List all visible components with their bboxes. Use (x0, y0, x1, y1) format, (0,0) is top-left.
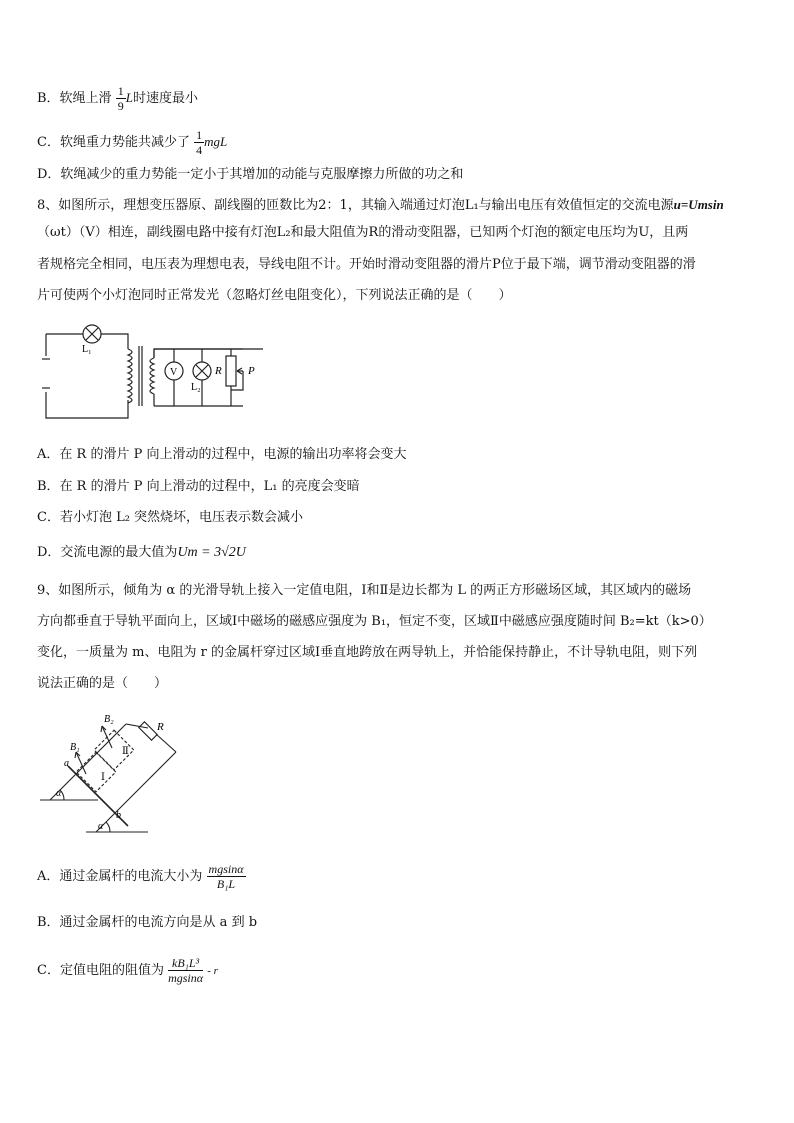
q9-rails-figure (38, 708, 183, 838)
q8-option-c: C．若小灯泡 L₂ 突然烧坏，电压表示数会减小 (37, 510, 304, 525)
q8-option-b: B．在 R 的滑片 P 向上滑动的过程中，L₁ 的亮度会变暗 (37, 479, 360, 494)
q7-option-c-fraction: $\frac{1}{4}$ (196, 128, 203, 157)
q8-stem-line-2: （ωt）（V）相连，副线圈电路中接有灯泡L₂和最大阻值为R的滑动变阻器，已知两个灯泡的额定电压均为U，且两 (37, 225, 689, 240)
q8-option-d-formula: Um = 3√2U (177, 545, 246, 560)
q9-fig-label-alpha-bottom: α (98, 821, 104, 832)
q8-fig-label-v: V (170, 367, 178, 378)
q8-stem-line-4: 片可使两个小灯泡同时正常发光（忽略灯丝电阻变化），下列说法正确的是（ ） (37, 288, 512, 303)
q7-option-d: D．软绳减少的重力势能一定小于其增加的动能与克服摩擦力所做的功之和 (37, 167, 464, 182)
q9-option-b: B．通过金属杆的电流方向是从 a 到 b (37, 915, 258, 930)
q8-fig-label-r: R (215, 365, 222, 377)
q8-option-d: D．交流电源的最大值为Um = 3√2U (37, 545, 246, 560)
q9-fig-label-b2: B₂ (104, 714, 114, 725)
q9-option-a: A．通过金属杆的电流大小为 $\frac{mgsin\alpha}{\text{B₁L}}$ (37, 862, 244, 891)
q9-option-c: C．定值电阻的阻值为 $\frac{\text{kB₁L³}}{mgsin\alpha}$ - r (37, 956, 218, 985)
q9-stem-line-2: 方向都垂直于导轨平面向上，区域Ⅰ中磁场的磁感应强度为 B₁，恒定不变，区域Ⅱ中磁感应强度随时间 B₂=kt（k>0） (37, 614, 712, 629)
q9-fig-label-alpha-top: α (56, 788, 62, 799)
q8-fig-label-l2: L₂ (191, 382, 201, 393)
resistor-r-icon (139, 722, 157, 740)
q8-fig-label-p: P (248, 365, 255, 377)
q8-option-a: A．在 R 的滑片 P 向上滑动的过程中，电源的输出功率将会变大 (37, 447, 407, 462)
rheostat-icon (226, 356, 236, 386)
q8-stem-line-1: 8、如图所示，理想变压器原、副线圈的匝数比为2：1，其输入端通过灯泡L₁与输出电压有效值恒定的交流电源u=Umsin (37, 197, 724, 213)
field-region-i (76, 752, 116, 792)
q8-fig-label-l1: L₁ (82, 344, 92, 355)
q9-option-c-fraction: $\frac{\text{kB₁L³}}{mgsin\alpha}$ (168, 956, 204, 985)
q9-fig-label-r: R (157, 721, 164, 733)
q9-fig-label-i: Ⅰ (101, 772, 105, 783)
q8-source-formula: u=Umsin (673, 197, 724, 212)
q9-fig-label-ii: Ⅱ (122, 746, 129, 757)
q9-option-a-fraction: $\frac{mgsin\alpha}{\text{B₁L}}$ (208, 862, 244, 891)
q9-fig-label-b: b (116, 810, 121, 821)
q8-circuit-figure (38, 322, 263, 427)
q7-option-b-text: B．软绳上滑 (37, 91, 112, 106)
q9-stem-line-3: 变化，一质量为 m、电阻为 r 的金属杆穿过区域Ⅰ垂直地跨放在两导轨上，并恰能保持静止，不计导轨电阻，则下列 (37, 645, 698, 660)
q9-fig-label-a: a (64, 758, 69, 769)
q7-option-c: C．软绳重力势能共减少了 $\frac{1}{4}$ mgL (37, 128, 228, 157)
q7-option-b-var: L (125, 90, 133, 105)
q7-option-b: B．软绳上滑 $\frac{1}{9}$ L时速度最小 (37, 84, 198, 113)
q9-stem-line-1: 9、如图所示，倾角为 α 的光滑导轨上接入一定值电阻，Ⅰ和Ⅱ是边长都为 L 的两正方形磁场区域，其区域内的磁场 (37, 583, 692, 598)
q9-fig-label-b1: B₁ (70, 742, 80, 753)
q9-stem-line-4: 说法正确的是（ ） (37, 676, 168, 691)
q7-option-b-fraction: $\frac{1}{9}$ (117, 84, 124, 113)
q8-stem-line-3: 者规格完全相同，电压表为理想电表，导线电阻不计。开始时滑动变阻器的滑片P位于最下端，调节滑动变阻器的滑 (37, 257, 696, 272)
